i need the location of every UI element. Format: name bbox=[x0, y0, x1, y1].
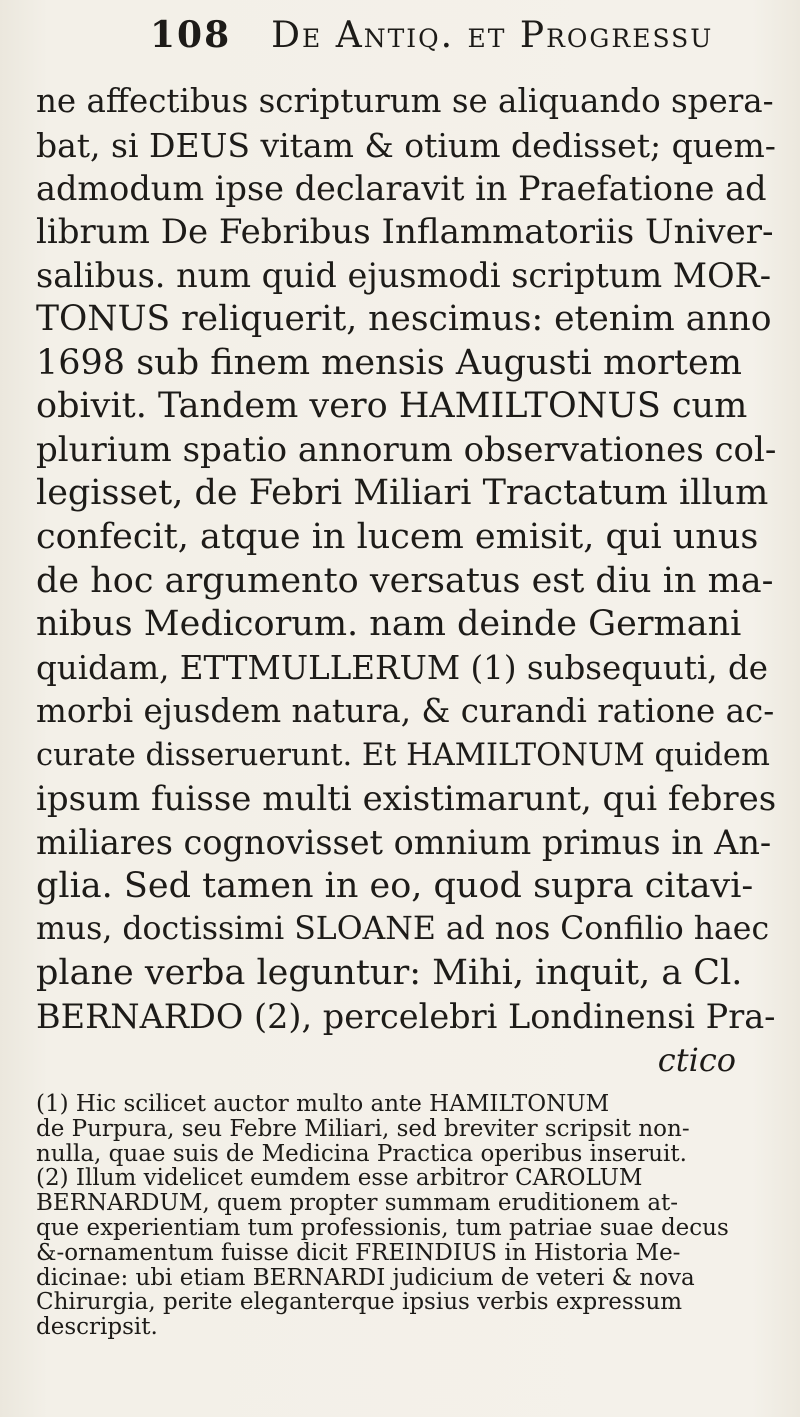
footnote-line: que experientiam tum professionis, tum patriae suae decus bbox=[36, 1214, 729, 1241]
text-line: legisset, de Febri Miliari Tractatum illum bbox=[36, 473, 769, 514]
text-line: plurium spatio annorum observationes col- bbox=[36, 429, 777, 470]
footnote-line: descripsit. bbox=[36, 1314, 158, 1341]
text-line: salibus. num quid ejusmodi scriptum MOR- bbox=[36, 256, 772, 296]
footnotes bbox=[36, 1092, 776, 1340]
text-line: obivit. Tandem vero HAMILTONUS cum bbox=[36, 386, 748, 427]
footnote-line: (1) Hic scilicet auctor multo ante HAMILTONUM bbox=[36, 1091, 610, 1117]
text-line: TONUS reliquerit, nescimus: etenim anno bbox=[36, 298, 772, 339]
footnote-line: de Purpura, seu Febre Miliari, sed breviter scripsit non- bbox=[36, 1115, 690, 1142]
text-line: morbi ejusdem natura, & curandi ratione ac- bbox=[36, 692, 775, 731]
text-line: de hoc argumento versatus est diu in ma- bbox=[36, 560, 774, 601]
catchword: ctico bbox=[657, 1041, 736, 1080]
footnote-line: (2) Illum videlicet eumdem esse arbitror CAROLUM bbox=[36, 1165, 643, 1192]
text-line: quidam, ETTMULLERUM (1) subsequuti, de bbox=[36, 648, 769, 687]
running-title: De Antiq. et Progressu bbox=[271, 15, 714, 56]
text-line: bat, si DEUS vitam & otium dedisset; quem- bbox=[36, 125, 776, 165]
footnote-line: &-ornamentum fuisse dicit FREINDIUS in Historia Me- bbox=[36, 1239, 681, 1266]
text-line: confecit, atque in lucem emisit, qui unus bbox=[36, 516, 759, 557]
text-line: nibus Medicorum. nam deinde Germani bbox=[36, 604, 742, 645]
text-line: admodum ipse declaravit in Praefatione ad bbox=[36, 169, 767, 209]
text-line: plane verba leguntur: Mihi, inquit, a Cl. bbox=[36, 952, 743, 993]
text-line: librum De Febribus Inflammatoriis Univer- bbox=[36, 211, 774, 252]
text-line: 1698 sub finem mensis Augusti mortem bbox=[36, 342, 742, 383]
text-line: ne affectibus scripturum se aliquando spera- bbox=[36, 82, 774, 120]
text-line: mus, doctissimi SLOANE ad nos Confilio haec bbox=[36, 911, 770, 948]
text-line: curate disseruerunt. Et HAMILTONUM quidem bbox=[36, 737, 770, 773]
footnote-line: nulla, quae suis de Medicina Practica operibus inseruit. bbox=[36, 1140, 687, 1167]
text-line: BERNARDO (2), percelebri Londinensi Pra- bbox=[36, 997, 776, 1037]
footnote-line: BERNARDUM, quem propter summam eruditionem at- bbox=[36, 1190, 679, 1217]
main-text bbox=[36, 80, 776, 1083]
text-line: glia. Sed tamen in eo, quod supra citavi- bbox=[36, 865, 754, 906]
text-line: ipsum fuisse multi existimarunt, qui febres bbox=[36, 778, 777, 819]
page-number: 108 bbox=[150, 14, 232, 56]
footnote-line: dicinae: ubi etiam BERNARDI judicium de veteri & nova bbox=[36, 1264, 695, 1291]
footnote-line: Chirurgia, perite eleganterque ipsius verbis expressum bbox=[36, 1289, 683, 1316]
page-header bbox=[150, 14, 770, 56]
text-line: miliares cognovisset omnium primus in An- bbox=[36, 823, 772, 863]
